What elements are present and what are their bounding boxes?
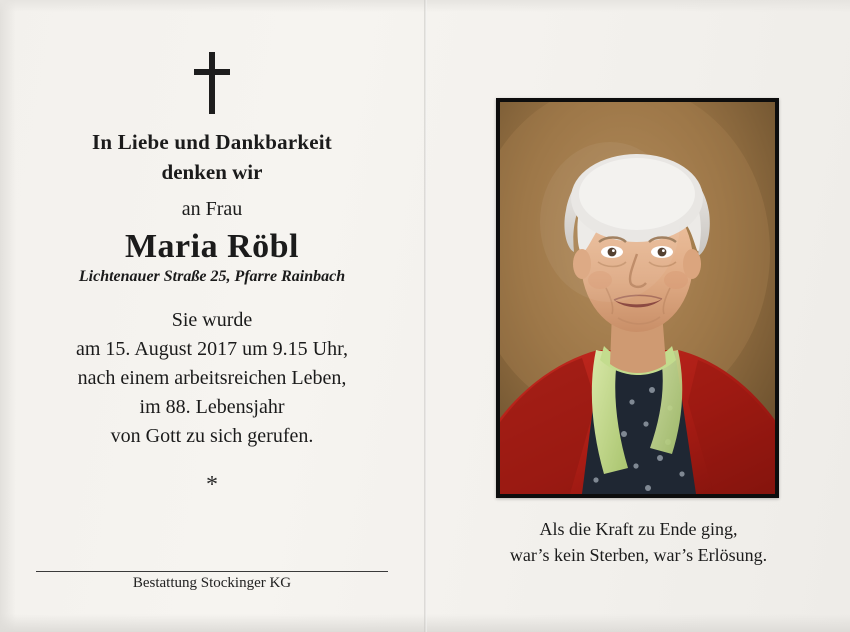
obituary-line: von Gott zu sich gerufen.: [110, 425, 314, 447]
deceased-name: Maria Röbl: [124, 228, 300, 265]
headline-line-2: denken wir: [161, 160, 263, 184]
obituary-line: im 88. Lebensjahr: [139, 396, 285, 418]
quote-line: war’s kein Sterben, war’s Erlösung.: [509, 545, 768, 565]
address-line: Lichtenauer Straße 25, Pfarre Rainbach: [78, 268, 346, 285]
memorial-quote: [427, 516, 850, 568]
salutation-prefix: an Frau: [181, 198, 243, 220]
quote-line: Als die Kraft zu Ende ging,: [539, 519, 738, 539]
headline-line-1: In Liebe und Dankbarkeit: [92, 130, 332, 154]
left-page: [0, 0, 424, 632]
right-page: [427, 0, 850, 632]
obituary-text: [0, 306, 424, 451]
asterisk-separator: *: [206, 472, 218, 498]
obituary-line: Sie wurde: [171, 309, 253, 331]
latin-cross-icon: [0, 52, 424, 114]
portrait-frame: [496, 98, 779, 498]
obituary-line: nach einem arbeitsreichen Leben,: [77, 367, 347, 389]
portrait-photo: [500, 102, 775, 494]
obituary-line: am 15. August 2017 um 9.15 Uhr,: [76, 338, 348, 360]
footer-divider: [36, 571, 388, 572]
funeral-home-credit: Bestattung Stockinger KG: [132, 575, 292, 591]
